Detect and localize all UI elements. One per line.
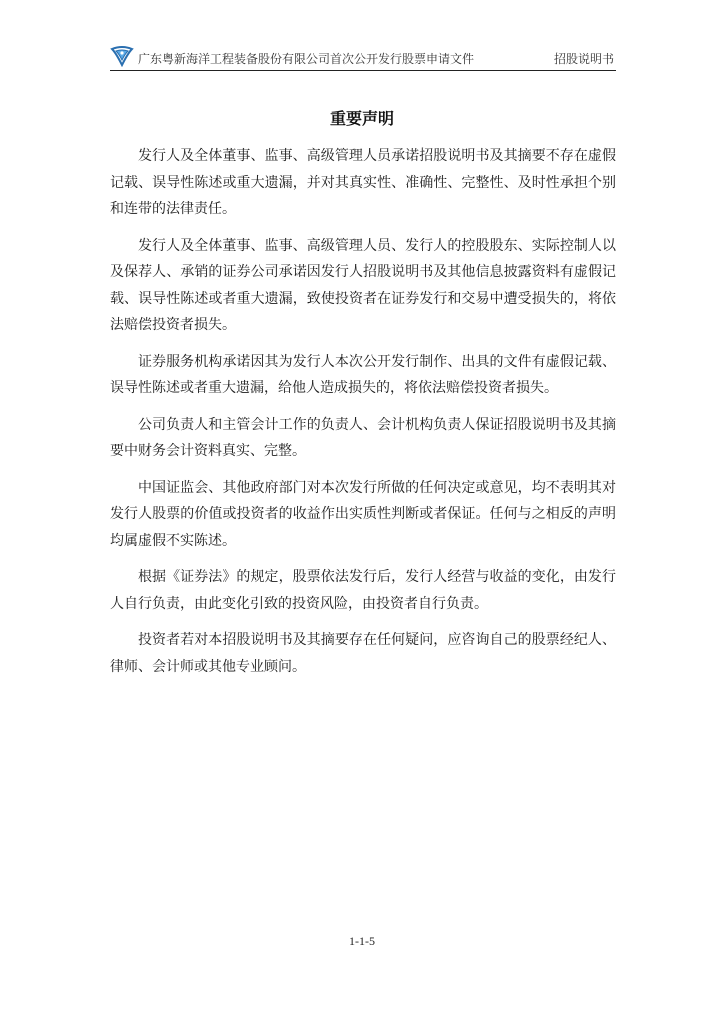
paragraph: 投资者若对本招股说明书及其摘要存在任何疑问，应咨询自己的股票经纪人、律师、会计师或其他专业顾问。 — [110, 632, 616, 675]
declaration-body — [110, 143, 616, 690]
paragraph: 根据《证券法》的规定，股票依法发行后，发行人经营与收益的变化，由发行人自行负责，由此变化引致的投资风险，由投资者自行负责。 — [110, 569, 616, 612]
paragraph: 证券服务机构承诺因其为发行人本次公开发行制作、出具的文件有虚假记载、误导性陈述或者重大遗漏，给他人造成损失的，将依法赔偿投资者损失。 — [110, 353, 616, 396]
paragraph: 发行人及全体董事、监事、高级管理人员承诺招股说明书及其摘要不存在虚假记载、误导性陈述或重大遗漏，并对其真实性、准确性、完整性、及时性承担个别和连带的法律责任。 — [110, 148, 616, 217]
paragraph: 公司负责人和主管会计工作的负责人、会计机构负责人保证招股说明书及其摘要中财务会计资料真实、完整。 — [110, 416, 616, 459]
page-header — [110, 44, 616, 71]
header-document-type: 招股说明书 — [553, 52, 614, 66]
page-title: 重要声明 — [329, 109, 394, 128]
paragraph: 中国证监会、其他政府部门对本次发行所做的任何决定或意见，均不表明其对发行人股票的价值或投资者的收益作出实质性判断或者保证。任何与之相反的声明均属虚假不实陈述。 — [110, 479, 616, 549]
company-logo-icon — [110, 45, 134, 67]
page-number: 1-1-5 — [349, 934, 375, 948]
header-company-name: 广东粤新海洋工程装备股份有限公司首次公开发行股票申请文件 — [138, 52, 475, 66]
paragraph: 发行人及全体董事、监事、高级管理人员、发行人的控股股东、实际控制人以及保荐人、承销的证券公司承诺因发行人招股说明书及其他信息披露资料有虚假记载、误导性陈述或者重大遗漏，致使投资者在证券发行和交易中遭受损失的，将依法赔偿投资者损失。 — [110, 237, 616, 333]
